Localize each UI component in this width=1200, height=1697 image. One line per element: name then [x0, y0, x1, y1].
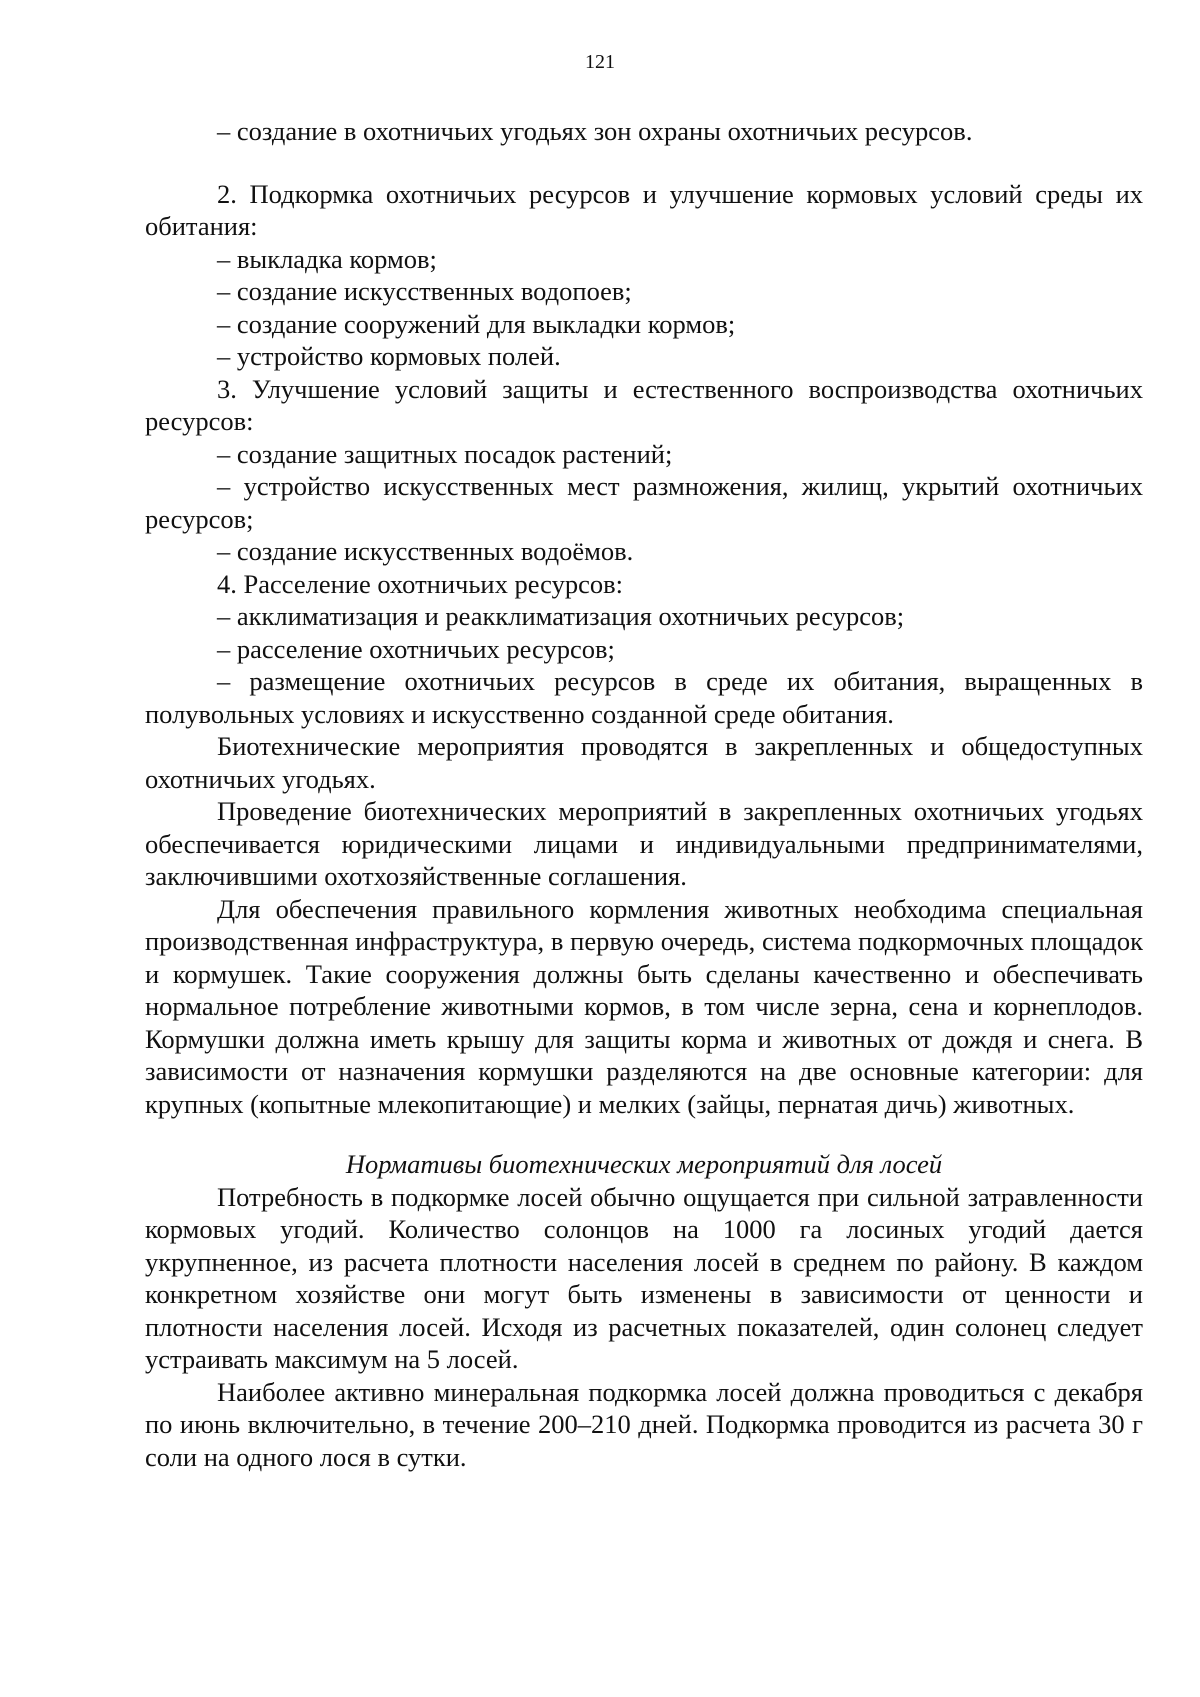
list-item: – создание искусственных водопоев; [217, 276, 632, 306]
paragraph: Потребность в подкормке лосей обычно ощущается при сильной затравленности кормовых угодий. Количество солонцов на 1000 га лосиных угодий дается укрупненное, из расчета плотности населения лосей в среднем по району. В каждом конкретном хозяйстве они могут быть изменены в зависимости от ценности и плотности населения лосей. Исходя из расчетных показателей, один солонец следует устраивать максимум на 5 лосей. [145, 1181, 1143, 1374]
list-item: – создание сооружений для выкладки кормов; [217, 308, 736, 339]
list-item: – создание в охотничьих угодьях зон охраны охотничьих ресурсов. [217, 116, 973, 146]
list-item: – устройство кормовых полей. [217, 341, 561, 371]
paragraph: Проведение биотехнических мероприятий в закрепленных охотничьих угодьях обеспечивается юридическими лицами и индивидуальными предпринимателями, заключившими охотхозяйственные соглашения. [145, 796, 1143, 891]
list-item: – размещение охотничьих ресурсов в среде их обитания, выращенных в полувольных условиях и искусственно созданной среде обитания. [145, 666, 1143, 729]
list-item: – акклиматизация и реакклиматизация охотничьих ресурсов; [217, 601, 905, 631]
section-heading-3: 3. Улучшение условий защиты и естественного воспроизводства охотничьих ресурсов: [145, 373, 1143, 436]
page-body [145, 115, 1143, 1473]
paragraph: Наиболее активно минеральная подкормка лосей должна проводиться с декабря по июнь включительно, в течение 200–210 дней. Подкормка проводится из расчета 30 г соли на одного лося в сутки. [145, 1376, 1143, 1472]
page-number: 121 [585, 51, 615, 73]
list-item: – выкладка кормов; [217, 243, 437, 274]
subsection-heading: Нормативы биотехнических мероприятий для лосей [345, 1149, 943, 1179]
paragraph: Биотехнические мероприятия проводятся в закрепленных и общедоступных охотничьих угодьях. [145, 731, 1143, 794]
list-item: – устройство искусственных мест размножения, жилищ, укрытий охотничьих ресурсов; [145, 471, 1143, 534]
section-heading-2: 2. Подкормка охотничьих ресурсов и улучшение кормовых условий среды их обитания: [145, 178, 1143, 241]
list-item: – расселение охотничьих ресурсов; [217, 633, 615, 664]
list-item: – создание искусственных водоёмов. [217, 536, 634, 566]
list-item: – создание защитных посадок растений; [217, 438, 673, 469]
paragraph: Для обеспечения правильного кормления животных необходима специальная производственная инфраструктура, в первую очередь, система подкормочных площадок и кормушек. Такие сооружения должны быть сделаны качественно и обеспечивать нормальное потребление животными кормов, в том числе зерна, сена и корнеплодов. Кормушки должна иметь крышу для защиты корма и животных от дождя и снега. В зависимости от назначения кормушки разделяются на две основные категории: для крупных (копытные млекопитающие) и мелких (зайцы, пернатая дичь) животных. [145, 893, 1143, 1119]
section-heading-4: 4. Расселение охотничьих ресурсов: [217, 568, 623, 599]
